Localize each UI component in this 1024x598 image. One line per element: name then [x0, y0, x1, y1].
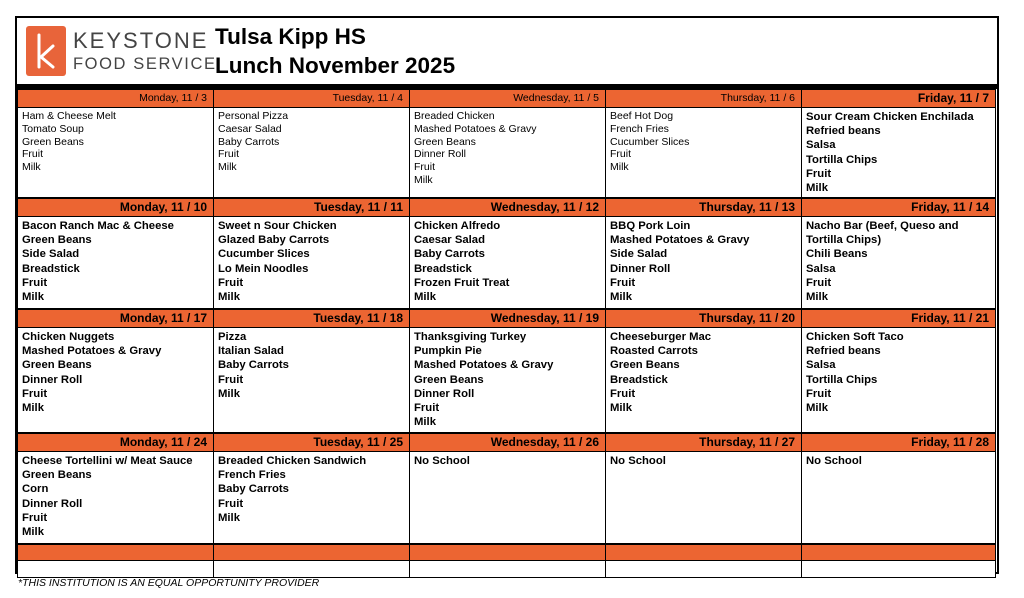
menu-item: Milk — [22, 526, 44, 539]
menu-item: Caesar Salad — [414, 234, 485, 247]
menu-item: Personal Pizza — [218, 110, 289, 122]
menu-item: Mashed Potatoes & Gravy — [22, 345, 162, 358]
day-menu-cell — [605, 217, 802, 309]
menu-item: Cheese Tortellini w/ Meat Sauce — [22, 455, 193, 467]
menu-item: Milk — [22, 402, 44, 415]
menu-item: Milk — [414, 173, 433, 186]
menu-item: No School — [610, 455, 666, 467]
day-header: Thursday, 11 / 6 — [605, 89, 802, 108]
menu-item: Corn — [22, 483, 49, 496]
menu-item: Salsa — [806, 139, 836, 152]
day-header: Monday, 11 / 10 — [17, 198, 214, 217]
day-header: Monday, 11 / 24 — [17, 433, 214, 452]
menu-item: Fruit — [22, 276, 48, 289]
logo-line-1: KEYSTONE — [73, 28, 209, 53]
footer-blank-cell — [409, 561, 606, 578]
menu-item: Side Salad — [610, 248, 668, 261]
menu-item: Baby Carrots — [218, 483, 289, 496]
footer-orange-cell — [801, 544, 996, 561]
menu-item: Refried beans — [806, 345, 881, 358]
menu-item: Refried beans — [806, 125, 881, 138]
day-menu-cell — [213, 452, 410, 544]
menu-item: Fruit — [22, 511, 48, 524]
school-name: Tulsa Kipp HS — [215, 24, 366, 49]
menu-item: Green Beans — [610, 359, 680, 372]
menu-item: Dinner Roll — [414, 387, 475, 400]
footer-blank-cell — [801, 561, 996, 578]
day-menu-cell — [17, 108, 214, 198]
day-header: Wednesday, 11 / 26 — [409, 433, 606, 452]
day-menu-cell — [409, 328, 606, 433]
week-header-row — [17, 433, 997, 452]
day-menu-cell — [801, 452, 996, 544]
menu-item: Fruit — [218, 373, 244, 386]
day-menu-cell — [801, 328, 996, 433]
footer-blank-cell — [605, 561, 802, 578]
logo-line-2: FOOD SERVICE — [73, 55, 217, 73]
menu-item: Italian Salad — [218, 345, 284, 358]
menu-item: Breaded Chicken Sandwich — [218, 455, 367, 467]
day-header: Tuesday, 11 / 25 — [213, 433, 410, 452]
menu-item: Cheeseburger Mac — [610, 331, 712, 343]
menu-item: French Fries — [218, 469, 286, 482]
menu-item: Milk — [610, 291, 632, 304]
week-header-row — [17, 89, 997, 108]
menu-item: Sweet n Sour Chicken — [218, 220, 337, 232]
menu-item: Tomato Soup — [22, 122, 84, 135]
menu-calendar — [15, 16, 999, 574]
day-header: Friday, 11 / 14 — [801, 198, 996, 217]
menu-item: Milk — [806, 182, 828, 195]
menu-item: Fruit — [610, 276, 636, 289]
day-menu-cell — [409, 108, 606, 198]
day-menu-cell — [17, 328, 214, 433]
menu-item: No School — [414, 455, 470, 467]
day-header: Thursday, 11 / 27 — [605, 433, 802, 452]
title-block — [215, 22, 455, 80]
menu-item: Milk — [22, 291, 44, 304]
menu-item: Cucumber Slices — [218, 248, 310, 261]
menu-item: Ham & Cheese Melt — [22, 110, 116, 122]
menu-item: Milk — [610, 402, 632, 415]
menu-item: Glazed Baby Carrots — [218, 234, 330, 247]
menu-item: Pizza — [218, 331, 247, 343]
menu-item: Tortilla Chips — [806, 373, 878, 386]
week-body-row — [17, 108, 997, 198]
menu-title: Lunch November 2025 — [215, 53, 456, 78]
menu-item: Milk — [22, 161, 41, 174]
footer-blank-cell — [213, 561, 410, 578]
week-body-row — [17, 452, 997, 544]
menu-item: Green Beans — [22, 234, 92, 247]
menu-item: Fruit — [22, 148, 43, 161]
menu-item: Bacon Ranch Mac & Cheese — [22, 220, 174, 232]
menu-item: Chicken Alfredo — [414, 220, 501, 232]
menu-item: BBQ Pork Loin — [610, 220, 691, 232]
menu-item: Salsa — [806, 262, 836, 275]
menu-header — [17, 18, 997, 84]
menu-item: Fruit — [806, 167, 832, 180]
day-menu-cell — [213, 328, 410, 433]
menu-item: Breaded Chicken — [414, 110, 495, 122]
day-header: Monday, 11 / 17 — [17, 309, 214, 328]
menu-item: Fruit — [218, 276, 244, 289]
menu-item: French Fries — [610, 122, 669, 135]
menu-item: Fruit — [414, 402, 440, 415]
day-menu-cell — [605, 328, 802, 433]
day-header: Wednesday, 11 / 12 — [409, 198, 606, 217]
menu-item: Fruit — [414, 161, 435, 174]
menu-item: Dinner Roll — [22, 497, 83, 510]
day-header: Tuesday, 11 / 11 — [213, 198, 410, 217]
menu-item: Fruit — [218, 148, 239, 161]
menu-item: Thanksgiving Turkey — [414, 331, 527, 343]
menu-item: Green Beans — [22, 469, 92, 482]
menu-item: Milk — [218, 291, 240, 304]
menu-item: Chili Beans — [806, 248, 868, 261]
week-header-row — [17, 309, 997, 328]
menu-item: Dinner Roll — [610, 262, 671, 275]
menu-item: Milk — [610, 161, 629, 174]
keystone-k-icon — [26, 26, 66, 76]
day-header: Wednesday, 11 / 19 — [409, 309, 606, 328]
footer-orange-cell — [605, 544, 802, 561]
menu-item: Tortilla Chips — [806, 153, 878, 166]
week-body-row — [17, 217, 997, 309]
day-header: Tuesday, 11 / 4 — [213, 89, 410, 108]
menu-item: Mashed Potatoes & Gravy — [414, 359, 554, 372]
menu-item: Breadstick — [414, 262, 472, 275]
menu-item: Milk — [218, 511, 240, 524]
day-menu-cell — [801, 217, 996, 309]
menu-item: Milk — [806, 402, 828, 415]
menu-item: Dinner Roll — [414, 148, 466, 161]
menu-item: Nacho Bar (Beef, Queso and — [806, 220, 959, 232]
menu-item: Cucumber Slices — [610, 135, 690, 148]
menu-item: Breadstick — [610, 373, 668, 386]
menu-item: Green Beans — [22, 359, 92, 372]
day-header: Friday, 11 / 7 — [801, 89, 996, 108]
menu-item: Baby Carrots — [218, 359, 289, 372]
menu-item: Chicken Nuggets — [22, 331, 115, 343]
day-menu-cell — [213, 217, 410, 309]
menu-item: Caesar Salad — [218, 122, 282, 135]
menu-item: Green Beans — [414, 373, 484, 386]
day-header: Friday, 11 / 28 — [801, 433, 996, 452]
day-menu-cell — [17, 217, 214, 309]
menu-item: Green Beans — [414, 135, 476, 148]
day-menu-cell — [213, 108, 410, 198]
menu-item: Side Salad — [22, 248, 80, 261]
day-menu-cell — [17, 452, 214, 544]
menu-item: Roasted Carrots — [610, 345, 698, 358]
day-header: Thursday, 11 / 13 — [605, 198, 802, 217]
menu-item: Fruit — [806, 276, 832, 289]
day-menu-cell — [605, 452, 802, 544]
week-body-row — [17, 328, 997, 433]
footer-orange-cell — [17, 544, 214, 561]
menu-item: Milk — [414, 291, 436, 304]
day-menu-cell — [801, 108, 996, 198]
day-header: Monday, 11 / 3 — [17, 89, 214, 108]
day-menu-cell — [409, 452, 606, 544]
footer-blank-row — [17, 561, 997, 578]
footer-blank-cell — [17, 561, 214, 578]
menu-item: Fruit — [218, 497, 244, 510]
menu-item: Milk — [218, 387, 240, 400]
menu-item: Lo Mein Noodles — [218, 262, 309, 275]
disclaimer: *THIS INSTITUTION IS AN EQUAL OPPORTUNITY PROVIDER — [18, 577, 320, 589]
day-header: Wednesday, 11 / 5 — [409, 89, 606, 108]
menu-item: Fruit — [22, 387, 48, 400]
menu-item: Mashed Potatoes & Gravy — [414, 122, 537, 135]
menu-item: Mashed Potatoes & Gravy — [610, 234, 750, 247]
day-header: Friday, 11 / 21 — [801, 309, 996, 328]
menu-item: Fruit — [610, 387, 636, 400]
menu-item: Chicken Soft Taco — [806, 331, 904, 343]
menu-item: Dinner Roll — [22, 373, 83, 386]
menu-item: Salsa — [806, 359, 836, 372]
menu-item: Pumpkin Pie — [414, 345, 482, 358]
day-menu-cell — [605, 108, 802, 198]
menu-item: No School — [806, 455, 862, 467]
menu-item: Baby Carrots — [414, 248, 485, 261]
menu-item: Milk — [218, 161, 237, 174]
menu-item: Breadstick — [22, 262, 80, 275]
day-header: Thursday, 11 / 20 — [605, 309, 802, 328]
menu-item: Sour Cream Chicken Enchilada — [806, 111, 974, 123]
menu-item: Milk — [806, 291, 828, 304]
menu-item: Frozen Fruit Treat — [414, 276, 510, 289]
week-header-row — [17, 198, 997, 217]
keystone-logo — [26, 24, 217, 78]
menu-item: Green Beans — [22, 135, 84, 148]
menu-item: Fruit — [610, 148, 631, 161]
menu-item: Baby Carrots — [218, 135, 280, 148]
day-header: Tuesday, 11 / 18 — [213, 309, 410, 328]
footer-orange-cell — [409, 544, 606, 561]
menu-item: Fruit — [806, 387, 832, 400]
week-grid — [17, 89, 997, 578]
footer-orange-row — [17, 544, 997, 561]
menu-item: Beef Hot Dog — [610, 110, 674, 122]
footer-orange-cell — [213, 544, 410, 561]
menu-item: Milk — [414, 416, 436, 429]
day-menu-cell — [409, 217, 606, 309]
menu-item: Tortilla Chips) — [806, 234, 882, 247]
